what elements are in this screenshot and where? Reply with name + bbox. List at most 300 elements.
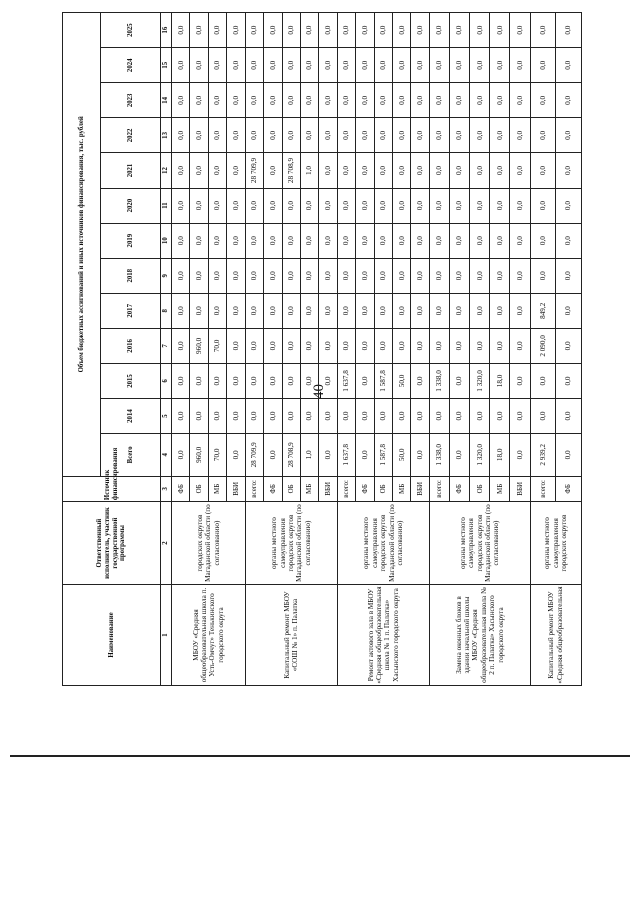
amount-year: 0,0 (450, 293, 470, 328)
amount-year: 0,0 (411, 48, 429, 83)
amount-year: 0,0 (490, 118, 510, 153)
amount-year: 0,0 (300, 223, 318, 258)
amount-year: 0,0 (227, 293, 245, 328)
amount-year: 0,0 (510, 399, 530, 434)
column-number: 14 (161, 83, 172, 118)
responsible-executor: органы местного самоуправления городских округов Магаданской области (по согласованию) (245, 502, 337, 585)
header-year: 2024 (101, 48, 161, 83)
amount-year: 0,0 (172, 363, 190, 398)
amount-year: 0,0 (227, 223, 245, 258)
funding-source: ВБИ (510, 476, 530, 502)
amount-year: 0,0 (227, 363, 245, 398)
amount-year: 0,0 (356, 188, 374, 223)
amount-year: 0,0 (319, 258, 337, 293)
amount-year: 0,0 (245, 328, 263, 363)
amount-year: 0,0 (337, 328, 355, 363)
amount-year: 0,0 (208, 258, 226, 293)
table-row (245, 13, 263, 686)
amount-year: 0,0 (208, 83, 226, 118)
funding-source: ОБ (190, 476, 208, 502)
amount-year: 0,0 (356, 83, 374, 118)
amount-year: 0,0 (282, 328, 300, 363)
funding-source: МБ (300, 476, 318, 502)
funding-source: ВБИ (227, 476, 245, 502)
amount-year: 0,0 (300, 13, 318, 48)
amount-year: 0,0 (356, 258, 374, 293)
amount-year: 0,0 (374, 153, 392, 188)
funding-source: ОБ (282, 476, 300, 502)
amount-year: 0,0 (190, 13, 208, 48)
amount-year: 0,0 (337, 153, 355, 188)
amount-year: 1 587,8 (374, 363, 392, 398)
amount-year: 0,0 (282, 258, 300, 293)
amount-year: 0,0 (319, 83, 337, 118)
amount-year: 0,0 (429, 258, 449, 293)
amount-year: 0,0 (556, 153, 582, 188)
amount-year: 0,0 (510, 363, 530, 398)
amount-year: 0,0 (245, 118, 263, 153)
amount-year: 0,0 (190, 399, 208, 434)
amount-total: 0,0 (264, 434, 282, 477)
amount-year: 0,0 (429, 153, 449, 188)
amount-year: 0,0 (300, 328, 318, 363)
amount-year: 0,0 (374, 328, 392, 363)
amount-year: 0,0 (450, 188, 470, 223)
amount-year: 0,0 (172, 328, 190, 363)
funding-source: всего: (337, 476, 355, 502)
amount-year: 0,0 (282, 188, 300, 223)
amount-year: 0,0 (300, 48, 318, 83)
amount-year: 0,0 (490, 223, 510, 258)
amount-year: 0,0 (510, 258, 530, 293)
amount-total: 0,0 (356, 434, 374, 477)
amount-year: 0,0 (190, 188, 208, 223)
amount-year: 0,0 (190, 48, 208, 83)
amount-year: 0,0 (470, 48, 490, 83)
amount-year: 0,0 (300, 363, 318, 398)
table-row (337, 13, 355, 686)
amount-year: 0,0 (510, 328, 530, 363)
funding-source: МБ (208, 476, 226, 502)
amount-year: 0,0 (470, 399, 490, 434)
funding-source: МБ (393, 476, 411, 502)
amount-year: 0,0 (393, 153, 411, 188)
amount-year: 28 708,9 (282, 153, 300, 188)
amount-year: 0,0 (470, 223, 490, 258)
table-row (172, 13, 190, 686)
funding-source: всего: (429, 476, 449, 502)
amount-year: 0,0 (356, 223, 374, 258)
amount-year: 0,0 (490, 293, 510, 328)
amount-year: 0,0 (411, 13, 429, 48)
amount-year: 0,0 (337, 48, 355, 83)
amount-year: 0,0 (264, 399, 282, 434)
amount-year: 0,0 (530, 188, 556, 223)
amount-year: 0,0 (190, 293, 208, 328)
amount-year: 0,0 (530, 153, 556, 188)
amount-year: 0,0 (264, 83, 282, 118)
amount-year: 0,0 (450, 48, 470, 83)
amount-year: 0,0 (470, 293, 490, 328)
column-number: 13 (161, 118, 172, 153)
amount-year: 1 320,0 (470, 363, 490, 398)
amount-year: 0,0 (429, 328, 449, 363)
amount-year: 0,0 (208, 13, 226, 48)
funding-source: ВБИ (319, 476, 337, 502)
header-year: 2022 (101, 118, 161, 153)
amount-year: 960,0 (190, 328, 208, 363)
amount-year: 0,0 (172, 48, 190, 83)
amount-year: 0,0 (556, 13, 582, 48)
amount-year: 0,0 (264, 293, 282, 328)
amount-year: 0,0 (245, 83, 263, 118)
amount-year: 0,0 (208, 399, 226, 434)
measure-name: Капитальный ремонт МБОУ «СОШ № 1» п. Палатка (245, 585, 337, 686)
amount-total: 0,0 (411, 434, 429, 477)
amount-total: 0,0 (556, 434, 582, 477)
amount-year: 1,0 (300, 153, 318, 188)
amount-year: 0,0 (374, 83, 392, 118)
amount-year: 0,0 (356, 293, 374, 328)
measure-name: Ремонт актового зала в МБОУ «Средняя общеобразовательная школа № 1 п. Палатка» Хасынского городского округа (337, 585, 429, 686)
amount-year: 0,0 (510, 83, 530, 118)
amount-year: 0,0 (264, 258, 282, 293)
amount-year: 0,0 (556, 399, 582, 434)
column-number: 1 (161, 585, 172, 686)
amount-year: 0,0 (556, 48, 582, 83)
amount-total: 50,0 (393, 434, 411, 477)
amount-year: 0,0 (530, 258, 556, 293)
funding-source: всего: (245, 476, 263, 502)
amount-year: 0,0 (208, 293, 226, 328)
amount-year: 0,0 (411, 223, 429, 258)
amount-year: 0,0 (393, 188, 411, 223)
amount-year: 0,0 (429, 48, 449, 83)
amount-year: 0,0 (429, 83, 449, 118)
amount-total: 0,0 (227, 434, 245, 477)
amount-year: 28 709,9 (245, 153, 263, 188)
amount-year: 0,0 (245, 293, 263, 328)
amount-year: 0,0 (190, 83, 208, 118)
amount-year: 0,0 (490, 48, 510, 83)
amount-year: 2 090,0 (530, 328, 556, 363)
amount-total: 18,0 (490, 434, 510, 477)
amount-year: 0,0 (411, 83, 429, 118)
amount-year: 0,0 (490, 13, 510, 48)
amount-year: 0,0 (411, 399, 429, 434)
amount-year: 0,0 (530, 83, 556, 118)
amount-year: 0,0 (282, 363, 300, 398)
amount-year: 0,0 (172, 258, 190, 293)
amount-year: 0,0 (470, 188, 490, 223)
amount-year: 0,0 (356, 13, 374, 48)
amount-year: 0,0 (264, 223, 282, 258)
amount-total: 1 637,8 (337, 434, 355, 477)
amount-year: 0,0 (374, 48, 392, 83)
amount-year: 0,0 (264, 13, 282, 48)
amount-total: 0,0 (319, 434, 337, 477)
column-number: 16 (161, 13, 172, 48)
amount-year: 0,0 (356, 48, 374, 83)
amount-year: 0,0 (470, 258, 490, 293)
amount-year: 0,0 (374, 118, 392, 153)
amount-year: 0,0 (208, 153, 226, 188)
responsible-executor: городских округов Магаданской области (по согласованию) (172, 502, 246, 585)
amount-year: 0,0 (450, 153, 470, 188)
amount-year: 0,0 (208, 223, 226, 258)
amount-year: 0,0 (510, 13, 530, 48)
amount-year: 0,0 (411, 118, 429, 153)
amount-year: 18,0 (490, 363, 510, 398)
amount-year: 0,0 (393, 13, 411, 48)
amount-year: 0,0 (374, 399, 392, 434)
amount-year: 0,0 (282, 83, 300, 118)
header-year: 2017 (101, 293, 161, 328)
amount-year: 0,0 (208, 188, 226, 223)
header-name: Наименование (63, 585, 161, 686)
amount-total: 2 939,2 (530, 434, 556, 477)
amount-year: 0,0 (530, 223, 556, 258)
column-number: 11 (161, 188, 172, 223)
funding-table-container (62, 12, 582, 686)
responsible-executor: органы местного самоуправления городских округов Магаданской области (по согласованию) (337, 502, 429, 585)
amount-year: 0,0 (393, 399, 411, 434)
amount-year: 0,0 (245, 13, 263, 48)
amount-total: 1,0 (300, 434, 318, 477)
amount-total: 960,0 (190, 434, 208, 477)
amount-year: 0,0 (319, 118, 337, 153)
amount-year: 0,0 (319, 13, 337, 48)
amount-year: 0,0 (510, 188, 530, 223)
amount-year: 0,0 (490, 258, 510, 293)
amount-year: 0,0 (319, 328, 337, 363)
amount-year: 0,0 (337, 399, 355, 434)
responsible-executor: органы местного самоуправления городских округов Магаданской области (по согласованию) (429, 502, 530, 585)
amount-year: 0,0 (393, 293, 411, 328)
amount-year: 0,0 (429, 118, 449, 153)
amount-year: 0,0 (245, 48, 263, 83)
amount-total: 28 708,9 (282, 434, 300, 477)
amount-year: 0,0 (264, 188, 282, 223)
amount-year: 0,0 (208, 48, 226, 83)
amount-total: 1 338,0 (429, 434, 449, 477)
bottom-rule (10, 755, 630, 757)
amount-year: 0,0 (411, 293, 429, 328)
amount-year: 0,0 (300, 188, 318, 223)
amount-year: 0,0 (300, 258, 318, 293)
amount-year: 0,0 (172, 13, 190, 48)
amount-year: 0,0 (190, 223, 208, 258)
header-executor: Ответственный исполнитель, участник государственной программы (63, 502, 161, 585)
amount-year: 0,0 (490, 188, 510, 223)
table-row (530, 13, 556, 686)
amount-year: 0,0 (264, 48, 282, 83)
amount-year: 0,0 (300, 118, 318, 153)
header-year: 2021 (101, 153, 161, 188)
funding-source: ОБ (374, 476, 392, 502)
amount-year: 0,0 (556, 258, 582, 293)
column-number: 10 (161, 223, 172, 258)
amount-year: 0,0 (470, 153, 490, 188)
amount-year: 0,0 (282, 399, 300, 434)
amount-year: 0,0 (530, 118, 556, 153)
amount-year: 0,0 (319, 153, 337, 188)
amount-year: 0,0 (300, 293, 318, 328)
amount-year: 0,0 (227, 188, 245, 223)
amount-year: 0,0 (282, 293, 300, 328)
funding-source: всего: (530, 476, 556, 502)
amount-year: 0,0 (450, 258, 470, 293)
amount-year: 0,0 (172, 153, 190, 188)
amount-year: 0,0 (245, 223, 263, 258)
amount-year: 0,0 (510, 153, 530, 188)
amount-year: 0,0 (319, 363, 337, 398)
amount-year: 0,0 (356, 399, 374, 434)
amount-year: 0,0 (429, 399, 449, 434)
amount-year: 0,0 (429, 13, 449, 48)
amount-total: 0,0 (450, 434, 470, 477)
amount-year: 0,0 (393, 258, 411, 293)
amount-total: 28 709,9 (245, 434, 263, 477)
measure-name: МБОУ «Средняя общеобразовательная школа п. Усть-Омчуг» Тенькинского городского округа (172, 585, 246, 686)
amount-year: 0,0 (356, 328, 374, 363)
amount-year: 0,0 (510, 293, 530, 328)
column-number: 6 (161, 363, 172, 398)
amount-year: 0,0 (227, 83, 245, 118)
amount-year: 0,0 (450, 363, 470, 398)
amount-year: 0,0 (393, 118, 411, 153)
column-number: 8 (161, 293, 172, 328)
amount-year: 70,0 (208, 328, 226, 363)
measure-name: Капитальный ремонт МБОУ «Средняя общеобразовательная (530, 585, 581, 686)
amount-year: 1 637,8 (337, 363, 355, 398)
amount-year: 0,0 (556, 328, 582, 363)
amount-year: 0,0 (245, 258, 263, 293)
header-year: 2025 (101, 13, 161, 48)
amount-year: 0,0 (300, 83, 318, 118)
funding-source: ФБ (356, 476, 374, 502)
funding-source: МБ (490, 476, 510, 502)
amount-total: 0,0 (510, 434, 530, 477)
amount-year: 0,0 (300, 399, 318, 434)
measure-name: Замена оконных блоков в здании начальной школы МБОУ «Средняя общеобразовательная школа № 2 п. Палатка» Хасынского городского округа (429, 585, 530, 686)
amount-year: 0,0 (227, 328, 245, 363)
amount-year: 0,0 (337, 188, 355, 223)
amount-year: 0,0 (264, 363, 282, 398)
column-number: 9 (161, 258, 172, 293)
amount-year: 0,0 (208, 363, 226, 398)
column-number: 7 (161, 328, 172, 363)
header-year: 2018 (101, 258, 161, 293)
header-total: Всего (101, 434, 161, 477)
amount-year: 0,0 (411, 328, 429, 363)
amount-year: 0,0 (172, 223, 190, 258)
amount-year: 0,0 (490, 83, 510, 118)
amount-year: 0,0 (450, 223, 470, 258)
amount-year: 0,0 (411, 363, 429, 398)
amount-year: 0,0 (374, 13, 392, 48)
amount-year: 0,0 (264, 153, 282, 188)
amount-year: 0,0 (282, 13, 300, 48)
amount-year: 0,0 (393, 223, 411, 258)
amount-year: 0,0 (227, 48, 245, 83)
amount-total: 1 587,8 (374, 434, 392, 477)
funding-source: ФБ (172, 476, 190, 502)
amount-year: 0,0 (227, 13, 245, 48)
amount-year: 0,0 (172, 83, 190, 118)
amount-year: 0,0 (282, 118, 300, 153)
amount-year: 0,0 (530, 399, 556, 434)
funding-table (62, 12, 582, 686)
amount-year: 0,0 (374, 293, 392, 328)
amount-year: 0,0 (319, 48, 337, 83)
responsible-executor: органы местного самоуправления городских округов (530, 502, 581, 585)
amount-year: 0,0 (337, 118, 355, 153)
amount-year: 0,0 (356, 153, 374, 188)
column-number: 5 (161, 399, 172, 434)
column-number: 4 (161, 434, 172, 477)
page-number: 40 (311, 384, 327, 399)
column-number: 2 (161, 502, 172, 585)
amount-year: 0,0 (337, 223, 355, 258)
amount-year: 0,0 (264, 118, 282, 153)
amount-year: 0,0 (530, 13, 556, 48)
amount-year: 0,0 (530, 48, 556, 83)
amount-year: 0,0 (356, 118, 374, 153)
amount-year: 0,0 (530, 363, 556, 398)
amount-total: 0,0 (172, 434, 190, 477)
header-funding-group: Объем бюджетных ассигнований и иных источников финансирования, тыс. рублей (63, 13, 101, 477)
header-year: 2015 (101, 363, 161, 398)
amount-year: 0,0 (190, 118, 208, 153)
amount-year: 0,0 (393, 48, 411, 83)
amount-year: 0,0 (319, 293, 337, 328)
header-source: Источник финансирования (63, 476, 161, 502)
amount-year: 0,0 (429, 223, 449, 258)
amount-year: 0,0 (190, 258, 208, 293)
amount-year: 0,0 (282, 48, 300, 83)
amount-year: 0,0 (264, 328, 282, 363)
amount-year: 0,0 (450, 399, 470, 434)
amount-year: 0,0 (510, 118, 530, 153)
amount-total: 70,0 (208, 434, 226, 477)
amount-year: 0,0 (337, 83, 355, 118)
amount-year: 0,0 (227, 399, 245, 434)
amount-year: 0,0 (470, 118, 490, 153)
amount-year: 0,0 (245, 363, 263, 398)
amount-year: 0,0 (450, 118, 470, 153)
header-year: 2016 (101, 328, 161, 363)
column-number: 15 (161, 48, 172, 83)
amount-year: 0,0 (319, 399, 337, 434)
amount-year: 0,0 (411, 258, 429, 293)
amount-year: 0,0 (429, 293, 449, 328)
amount-year: 0,0 (374, 188, 392, 223)
amount-year: 0,0 (490, 399, 510, 434)
funding-source: ФБ (264, 476, 282, 502)
amount-year: 0,0 (208, 118, 226, 153)
header-year: 2020 (101, 188, 161, 223)
amount-year: 0,0 (319, 188, 337, 223)
amount-year: 0,0 (556, 223, 582, 258)
amount-year: 0,0 (172, 293, 190, 328)
amount-year: 0,0 (470, 83, 490, 118)
header-year: 2014 (101, 399, 161, 434)
amount-year: 0,0 (227, 258, 245, 293)
column-number: 3 (161, 476, 172, 502)
amount-year: 0,0 (356, 363, 374, 398)
amount-year: 0,0 (490, 328, 510, 363)
